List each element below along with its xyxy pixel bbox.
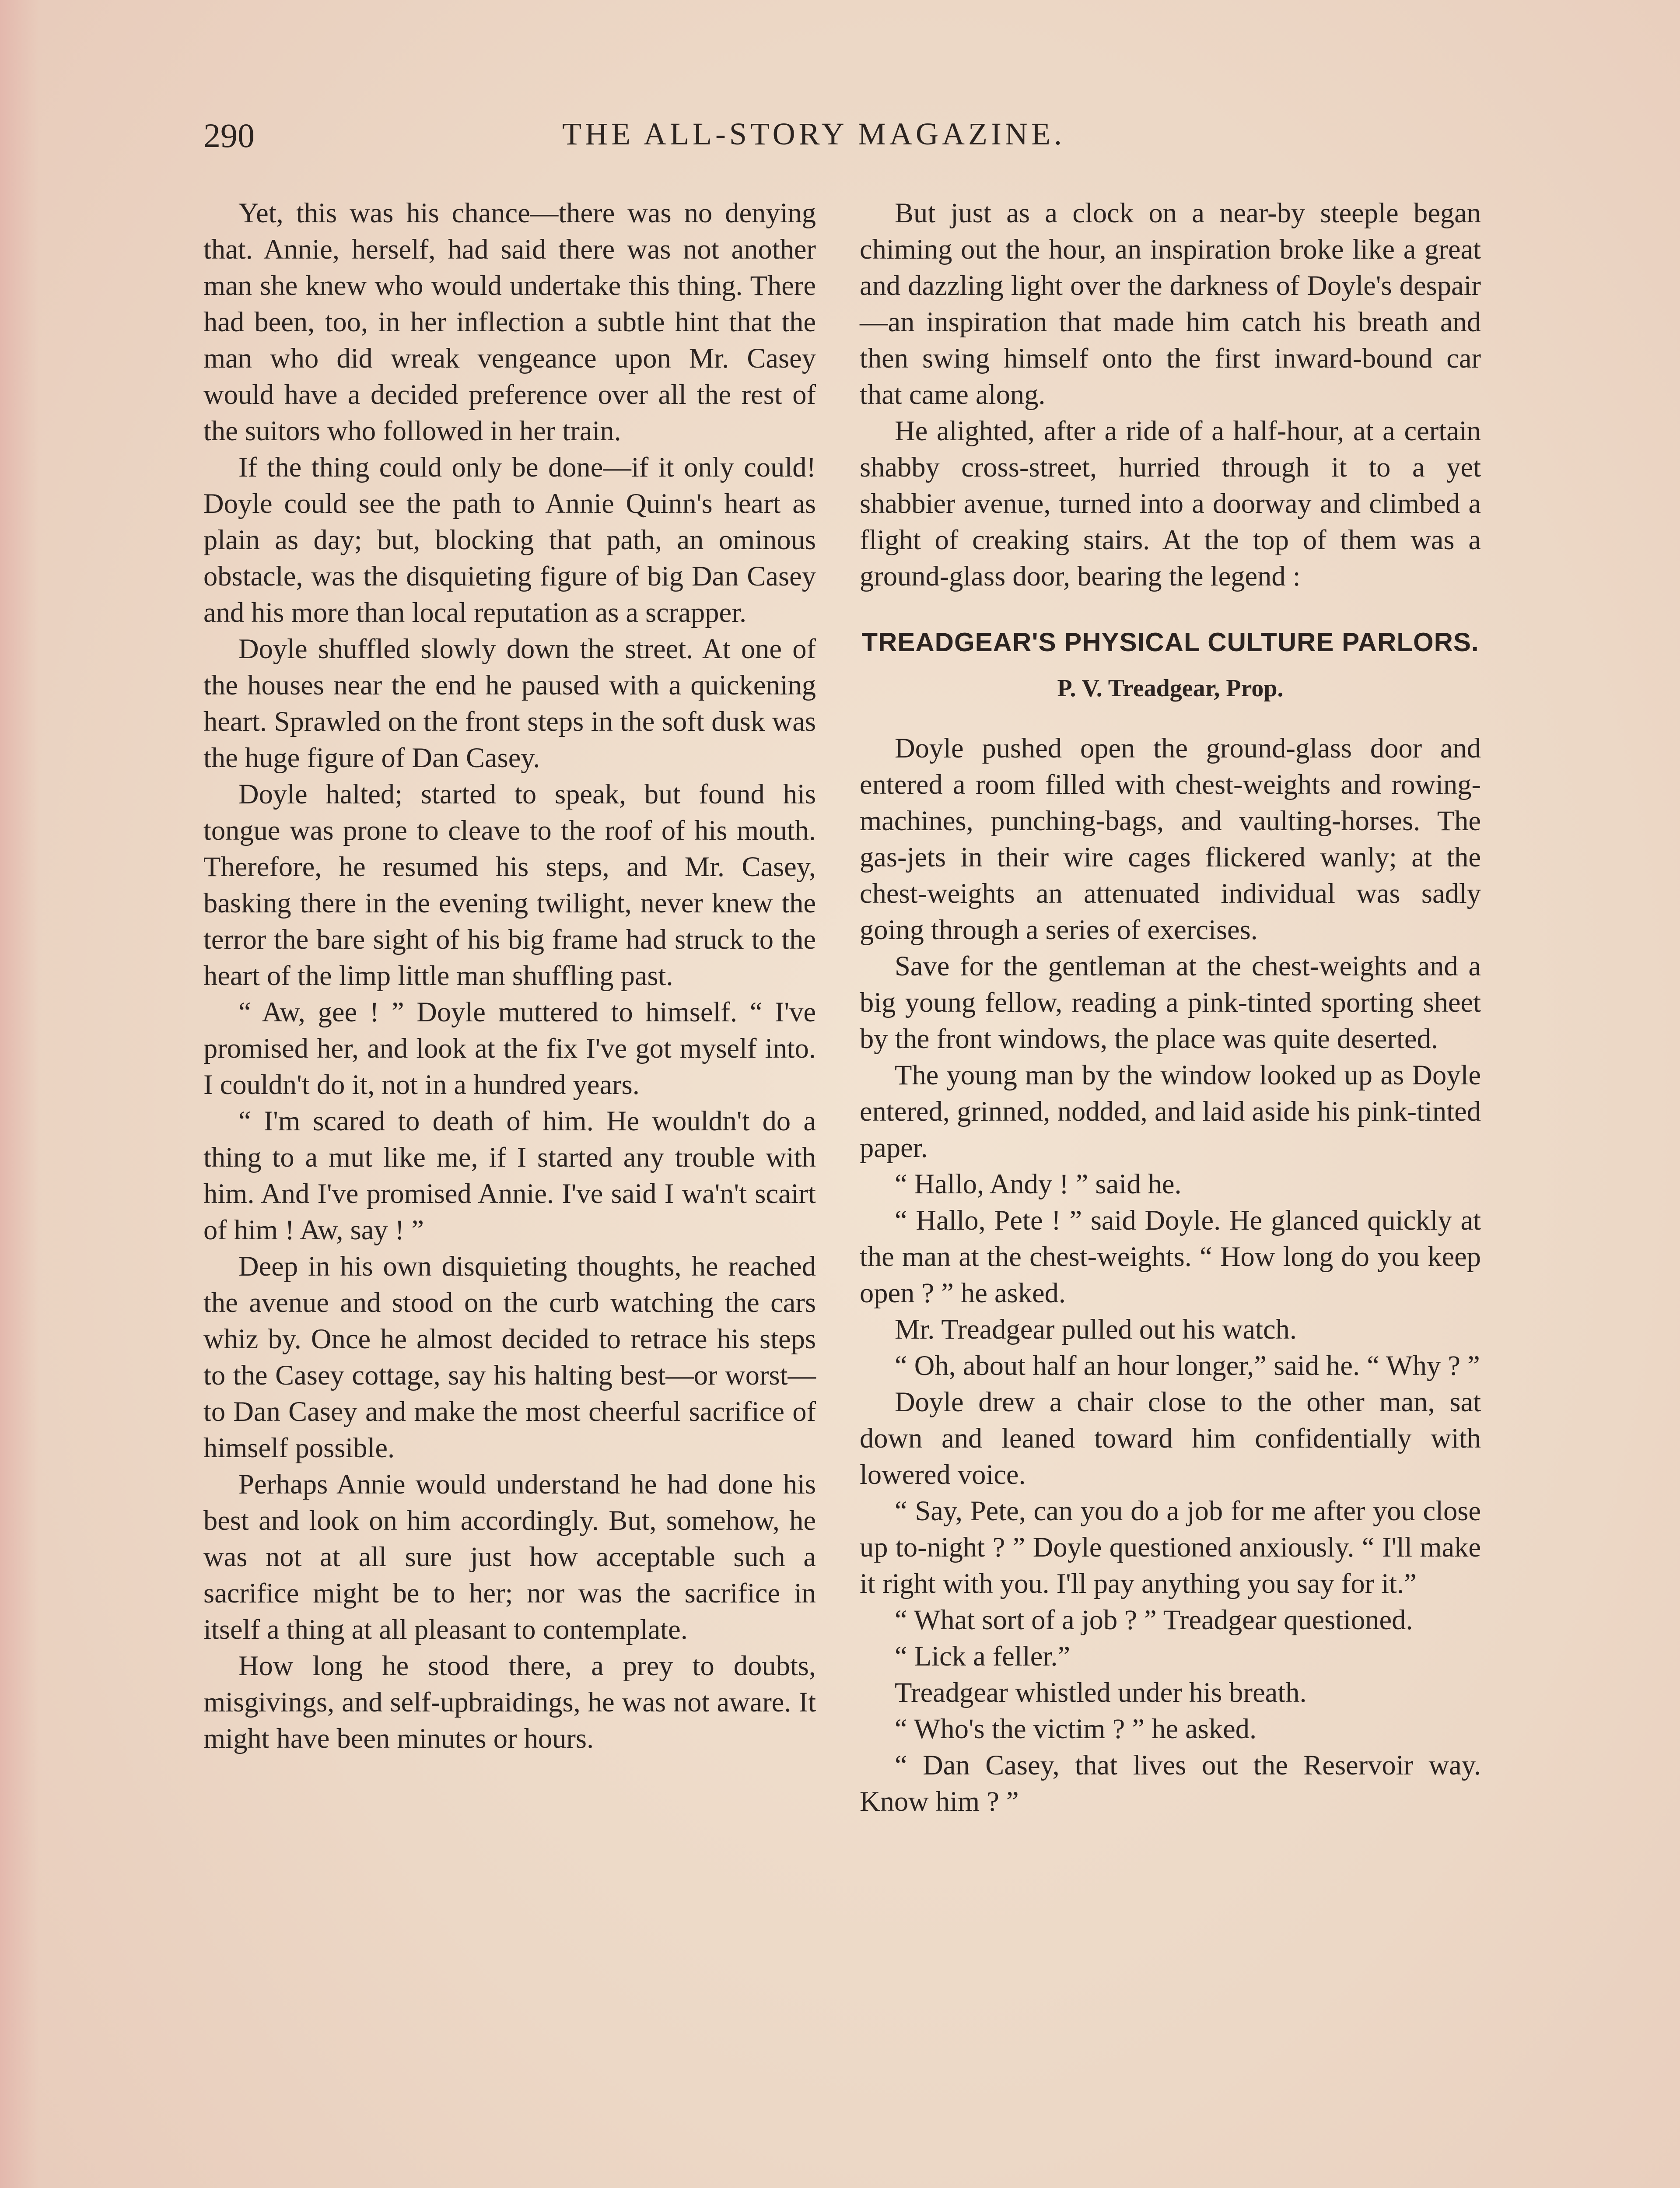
paragraph: Treadgear whistled under his breath. [895, 1677, 1307, 1708]
paragraph: How long he stood there, a prey to doubts, misgivings, and self-upbraidings, he was not aware. It might have been minutes or hours. [203, 1650, 816, 1754]
paragraph: “ What sort of a job ? ” Treadgear questioned. [895, 1604, 1413, 1635]
paragraph: Doyle shuffled slowly down the street. At one of the houses near the end he paused with a quickening heart. Sprawled on the front steps in the soft dusk was the huge figure of Dan Casey. [203, 633, 816, 773]
paragraph: Deep in his own disquieting thoughts, he reached the avenue and stood on the curb watching the cars whiz by. Once he almost decided to retrace his steps to the Casey cottage, say his halting best—or worst—to Dan Casey and make the most cheerful sacrifice of himself possible. [203, 1251, 816, 1463]
paragraph: Perhaps Annie would understand he had done his best and look on him accordingly. But, somehow, he was not at all sure just how acceptable such a sacrifice might be to her; nor was the sacrifice in itself a thing at all pleasant to contemplate. [203, 1469, 816, 1645]
sign-title: TREADGEAR'S PHYSICAL CULTURE PARLORS. [861, 628, 1479, 657]
paragraph: “ Lick a feller.” [895, 1641, 1071, 1672]
paragraph: “ I'm scared to death of him. He wouldn't do a thing to a mut like me, if I started any trouble with him. And I've promised Annie. I've said I wa'n't scairt of him ! Aw, say ! ” [203, 1105, 816, 1245]
page-header [203, 116, 1584, 168]
paragraph: “ Say, Pete, can you do a job for me after you close up to-night ? ” Doyle questioned anxiously. “ I'll make it right with you. I'll pay anything you say for it.” [860, 1495, 1481, 1599]
paragraph: He alighted, after a ride of a half-hour, at a certain shabby cross-street, hurried through it to a yet shabbier avenue, turned into a doorway and climbed a flight of creaking stairs. At the top of them was a ground-glass door, bearing the legend : [860, 415, 1481, 592]
paragraph: “ Aw, gee ! ” Doyle muttered to himself. “ I've promised her, and look at the fix I've got myself into. I couldn't do it, not in a hundred years. [203, 996, 816, 1100]
paragraph: “ Who's the victim ? ” he asked. [895, 1713, 1257, 1744]
paragraph: Save for the gentleman at the chest-weights and a big young fellow, reading a pink-tinted sporting sheet by the front windows, the place was quite deserted. [860, 950, 1481, 1054]
paragraph: Mr. Treadgear pulled out his watch. [895, 1314, 1297, 1345]
paragraph: “ Dan Casey, that lives out the Reservoir way. Know him ? ” [860, 1750, 1481, 1817]
right-column [860, 195, 1481, 1820]
page-edge-shading [0, 0, 39, 2188]
page-number: 290 [203, 116, 255, 154]
paragraph: Doyle drew a chair close to the other man, sat down and leaned toward him confidentially with lowered voice. [860, 1386, 1481, 1490]
running-title: THE ALL-STORY MAGAZINE. [562, 116, 1065, 151]
paragraph: Doyle halted; started to speak, but found his tongue was prone to cleave to the roof of his mouth. Therefore, he resumed his steps, and Mr. Casey, basking there in the evening twilight, never knew the terror the bare sight of his big frame had struck to the heart of the limp little man shuffling past. [203, 778, 816, 991]
paragraph: But just as a clock on a near-by steeple began chiming out the hour, an inspiration broke like a great and dazzling light over the darkness of Doyle's despair—an inspiration that made him catch his breath and then swing himself onto the first inward-bound car that came along. [860, 197, 1481, 410]
left-column [203, 195, 816, 1757]
paragraph: Doyle pushed open the ground-glass door and entered a room filled with chest-weights and rowing-machines, punching-bags, and vaulting-horses. The gas-jets in their wire cages flickered wanly; at the chest-weights an attenuated individual was sadly going through a series of exercises. [860, 733, 1481, 945]
paragraph: The young man by the window looked up as Doyle entered, grinned, nodded, and laid aside his pink-tinted paper. [860, 1059, 1481, 1163]
sign-proprietor: P. V. Treadgear, Prop. [1057, 675, 1284, 702]
paragraph: “ Hallo, Pete ! ” said Doyle. He glanced quickly at the man at the chest-weights. “ How long do you keep open ? ” he asked. [860, 1205, 1481, 1308]
paragraph: “ Hallo, Andy ! ” said he. [895, 1168, 1182, 1199]
paragraph: Yet, this was his chance—there was no denying that. Annie, herself, had said there was not another man she knew who would undertake this thing. There had been, too, in her inflection a subtle hint that the man who did wreak vengeance upon Mr. Casey would have a decided preference over all the rest of the suitors who followed in her train. [203, 197, 816, 446]
paragraph: “ Oh, about half an hour longer,” said he. “ Why ? ” [895, 1350, 1480, 1381]
paragraph: If the thing could only be done—if it only could! Doyle could see the path to Annie Quinn's heart as plain as day; but, blocking that path, an ominous obstacle, was the disquieting figure of big Dan Casey and his more than local reputation as a scrapper. [203, 452, 816, 628]
